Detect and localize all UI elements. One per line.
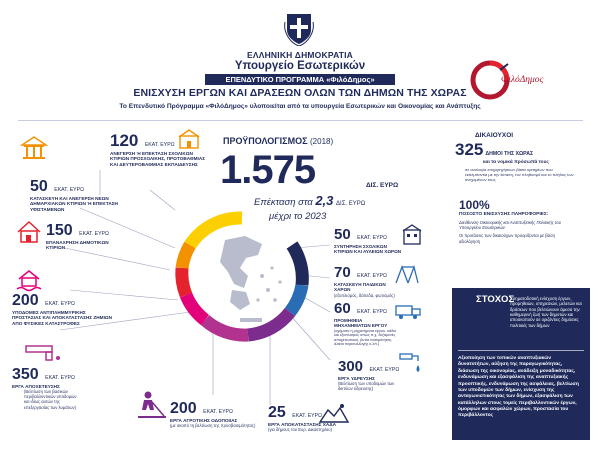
item-value: 60 [334,300,351,317]
goal-bottom-text: Αξιοποίηση των τοπικών αναπτυξιακών δυνατοτήτων, αύξηση της παραγωγικότητας, διάσωση της οικονομίας, ανάδειξη μοναδικότητας, ενδυνάμωση και εξασφάλιση της αναπτυξιακής προοπτικής, ενδυνάμωση της ασφάλειας, βελτίωση των υποδομών των δήμων, ενίσχυση της ανταγωνιστικότητας των δήμων, εξασφάλιση των κατάλληλων στους τομείς περιβαλλοντικών έργων, όμορφων και ασφαλών χώρων, προστασία του περιβάλλοντος [458,356,579,419]
support-percent: 100% [459,198,490,212]
item-label: ΕΠΑΝΑΧΡΗΣΗ ΔΗΜΟΤΙΚΩΝ ΚΤΙΡΙΩΝ [46,240,109,251]
item-unit: ΕΚΑΤ. ΕΥΡΩ [54,187,84,193]
government-label: ΕΛΛΗΝΙΚΗ ΔΗΜΟΚΡΑΤΙΑ [246,50,353,60]
road-worker-icon [134,390,170,420]
item-label: ΑΝΕΓΕΡΣΗ Ή ΕΠΕΚΤΑΣΗ ΣΧΟΛΙΚΩΝ ΚΤΙΡΙΩΝ ΠΡΟΣΧΟΛΙΚΗΣ, ΠΡΩΤΟΒΑΘΜΙΑΣ ΚΑΙ ΔΕΥΤΕΡΟΒΑΘΜΙΑΣ ΕΚΠΑΙΔΕΥΣΗΣ [110,151,206,167]
item-unit: ΕΚΑΤ. ΕΥΡΩ [369,367,400,373]
expand-amount: 2,3 [315,193,334,208]
item-value: 50 [334,226,351,243]
budget-until: μέχρι το 2023 [269,211,327,222]
item-water-supply [338,358,400,391]
item-town-halls [30,178,120,212]
item-value: 200 [12,292,39,309]
item-label: ΣΥΝΤΗΡΗΣΗ ΣΧΟΛΙΚΩΝ ΚΤΙΡΙΩΝ ΚΑΙ ΑΥΛΕΙΩΝ ΧΩΡΩΝ [334,244,402,255]
item-sub: (οχήματα ή μηχανήματα έργου, κάδοι και εξοπλισμός όπως π.χ. δεξαμενές αποχετευτικού, βυτία ποσιμότητας, άλατα περισυλλογής κ.λπ.) [334,328,397,347]
item-value: 150 [46,222,73,239]
item-label: ΕΡΓΑ ΥΔΡΕΥΣΗΣ [338,376,375,381]
expand-prefix: Επέκταση στα [254,197,313,208]
item-playgrounds [334,264,398,298]
item-unit: ΕΚΑΤ. ΕΥΡΩ [144,142,175,148]
municipalities-label: ΔΗΜΟΙ ΤΗΣ ΧΩΡΑΣ [485,151,534,157]
item-flood-protection [12,292,112,326]
percent-sub1: Διεύθυνση Οικονομικής και Αναπτυξιακής Πολιτικής του Υπουργείου Εσωτερικών [459,219,562,230]
town-hall-icon [20,135,48,161]
item-landfill [268,404,368,432]
item-sub: (εξοπλισμός, δάπεδα, φωτισμός) [334,292,395,298]
main-title: ΕΝΙΣΧΥΣΗ ΕΡΓΩΝ ΚΑΙ ΔΡΑΣΕΩΝ ΟΛΩΝ ΤΩΝ ΔΗΜΩΝ ΤΗΣ ΧΩΡΑΣ [133,87,467,99]
item-value: 50 [30,178,48,195]
sewage-pipe-icon [24,340,64,364]
budget-label: ΠΡΟΫΠΟΛΟΓΙΣΜΟΣ [223,136,308,146]
item-unit: ΕΚΑΤ. ΕΥΡΩ [45,301,75,307]
goal-title: ΣΤΟΧΟΣ [476,294,515,305]
item-label: ΠΡΟΜΗΘΕΙΑ ΜΗΧΑΝΗΜΑΤΩΝ ΕΡΓΟΥ [334,318,388,329]
item-value: 200 [170,400,197,417]
percent-label: ΠΟΣΟΣΤΟ ΕΝΙΣΧΥΣΗΣ ΠΛΗΡΟΦΟΡΙΕΣ: [459,212,549,217]
item-value: 300 [338,358,364,375]
beneficiaries-title: ΔΙΚΑΙΟΥΧΟΙ [475,132,514,139]
budget-year: (2018) [310,137,334,146]
municipalities-count: 325 [455,140,484,159]
budget-amount: 1.575 [220,148,316,192]
budget-unit: ΔΙΣ. ΕΥΡΩ [366,182,399,189]
flood-protection-icon [16,268,42,292]
item-label: ΚΑΤΑΣΚΕΥΗ ΚΑΙ ΑΝΕΓΕΡΣΗ ΝΕΩΝ ΔΗΜΑΡΧΙΑΚΩΝ ΚΤΙΡΙΩΝ Ή ΕΠΕΚΤΑΣΗ ΥΦΙΣΤΑΜΕΝΩΝ [30,196,118,212]
item-sub: (για δήμους του Ευρ. Δικαστηρίου) [268,427,332,433]
item-value: 120 [110,131,139,150]
item-machinery [334,300,398,347]
item-sub: (Βελτίωση των βασικών περιβαλλοντικών υποδομών και ιδίως αυτών της επεξεργασίας των λυμάτων) [24,389,77,410]
budget-title [223,136,333,146]
item-schools-construction [110,132,210,167]
item-value: 350 [12,366,39,383]
item-unit: ΕΚΑΤ. ΕΥΡΩ [79,231,109,237]
item-sewage [12,366,82,410]
house-renovation-icon [16,220,42,244]
municipalities-sub: και τα νομικά πρόσωπά τους [483,160,549,165]
water-tap-icon [398,350,422,376]
item-sub: (Βελτίωση των υποδομών των δικτύων ύδρευσης) [338,381,395,392]
ministry-label: Υπουργείο Εσωτερικών [234,60,366,72]
school-icon [402,224,422,246]
item-sub: (με σκοπό τη βελτίωση της προσβασιμότητας) [170,423,256,429]
item-label: ΕΡΓΑ ΑΓΡΟΤΙΚΗΣ ΟΔΟΠΟΙΙΑΣ [170,418,238,423]
percent-sub2: Οι προτάσεις των δικαιούχων προορίζονται με βάση αξιολόγηση [459,233,556,244]
expand-unit: ΔΙΣ. ΕΥΡΩ [336,201,366,207]
item-label: ΕΡΓΑ ΑΠΟΚΑΤΑΣΤΑΣΗΣ ΧΑΔΑ [268,422,337,427]
item-unit: ΕΚΑΤ. ΕΥΡΩ [357,273,387,279]
work-vehicle-icon [394,300,422,320]
item-label: ΥΠΟΔΟΜΕΣ ΑΝΤΙΠΛΗΜΜΥΡΙΚΗΣ ΠΡΟΣΤΑΣΙΑΣ ΚΑΙ ΑΠΟΚΑΤΑΣΤΑΣΗΣ ΖΗΜΙΩΝ ΑΠΟ ΦΥΣΙΚΕΣ ΚΑΤΑΣΤΡΟΦΕΣ [12,310,113,326]
item-building-reuse [46,222,126,251]
item-unit: ΕΚΑΤ. ΕΥΡΩ [292,413,322,419]
item-school-maintenance [334,226,402,255]
goal-divider [458,350,584,351]
beneficiaries-panel [455,132,585,244]
item-unit: ΕΚΑΤ. ΕΥΡΩ [357,309,387,315]
subtitle: Το Επενδυτικό Πρόγραμμα «ΦιλόΔημος» υλοποιείται από τα υπουργεία Εσωτερικών και Οικονομίας και Ανάπτυξης [119,103,481,110]
item-value: 25 [268,404,286,421]
item-value: 70 [334,264,351,281]
item-label: ΕΡΓΑ ΑΠΟΧΕΤΕΥΣΗΣ [12,384,60,389]
item-unit: ΕΚΑΤ. ΕΥΡΩ [45,375,75,381]
item-unit: ΕΚΑΤ. ΕΥΡΩ [357,235,387,241]
program-bar: ΕΠΕΝΔΥΤΙΚΟ ΠΡΟΓΡΑΜΜΑ «ΦιλόΔημος» [205,74,395,85]
goal-text: Χρηματοδοτική ενίσχυση έργων, προμηθειών, υπηρεσιών, μελετών και δράσεων που βελτιώνουν άμεσα την καθημερινή ζωή των δημοτών και αποσκοπούν σε οριζόντιες δημόσιες πολιτικές των δήμων [510,296,582,328]
logo-text: ΦιλόΔημος [501,75,544,85]
item-label: ΚΑΤΑΣΚΕΥΗ ΠΑΙΔΙΚΩΝ ΧΑΡΩΝ [334,282,386,293]
budget-expansion [254,193,365,208]
item-unit: ΕΚΑΤ. ΕΥΡΩ [203,409,233,415]
municipalities-note: σε αναλογία επιχορηγήσεων βάσει κριτηρίων που εκπέμπονται με την έκταση, τον πληθυσμό και το πλήθος των ανεχομένων τους [465,167,574,182]
